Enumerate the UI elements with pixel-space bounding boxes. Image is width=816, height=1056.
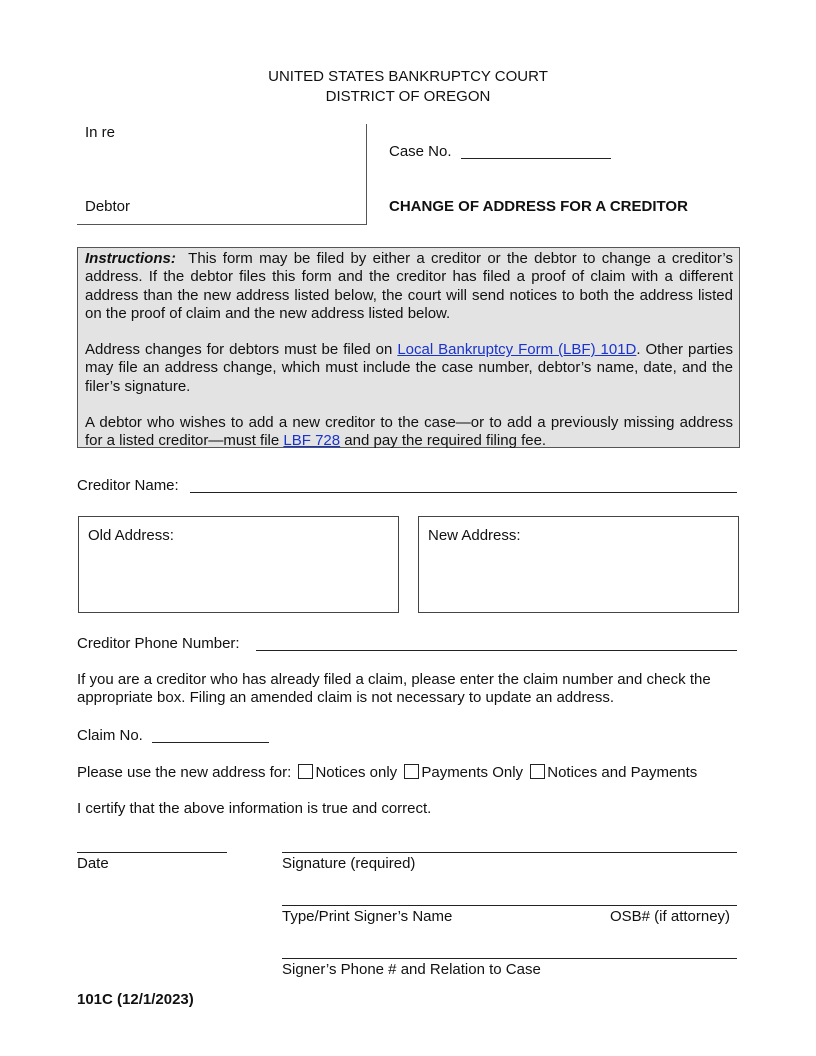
case-no-field[interactable] (461, 158, 611, 159)
osb-label: OSB# (if attorney) (610, 908, 731, 925)
caption-bottom-rule (77, 224, 366, 225)
court-name: UNITED STATES BANKRUPTCY COURT (268, 68, 548, 85)
notices-only-label: Notices only (315, 764, 398, 781)
instructions-para-2: Address changes for debtors must be filed on Local Bankruptcy Form (LBF) 101D. Other parties may file an address change, which must include the case number, debtor’s name, date, and the filer’s signature. (85, 341, 734, 395)
signature-field[interactable] (282, 852, 737, 853)
creditor-name-field[interactable] (190, 492, 737, 493)
district-name: DISTRICT OF OREGON (325, 88, 491, 105)
old-address-label: Old Address: (88, 527, 174, 544)
notices-and-payments-label: Notices and Payments (547, 764, 698, 781)
form-title: CHANGE OF ADDRESS FOR A CREDITOR (389, 198, 688, 215)
date-field[interactable] (77, 852, 227, 853)
signer-phone-relation-field[interactable] (282, 958, 737, 959)
address-use-label: Please use the new address for: (77, 764, 292, 781)
claim-no-field[interactable] (152, 742, 269, 743)
notices-and-payments-checkbox[interactable] (530, 764, 545, 779)
new-address-label: New Address: (428, 527, 521, 544)
creditor-phone-field[interactable] (256, 650, 737, 651)
instructions-para-1: Instructions: This form may be filed by either a creditor or the debtor to change a creditor’s address. If the debtor files this form and the creditor has filed a proof of claim with a different address than the new address listed below, the court will send notices to both the address listed on the proof of claim and the new address listed below. (85, 250, 733, 322)
claim-note: If you are a creditor who has already filed a claim, please enter the claim number and check the appropriate box. Filing an amended claim is not necessary to update an address. (77, 671, 711, 706)
claim-no-label: Claim No. (77, 727, 143, 744)
certification-statement: I certify that the above information is true and correct. (77, 800, 432, 817)
lbf-728-link[interactable]: LBF 728 (283, 432, 341, 450)
signature-label: Signature (required) (282, 855, 416, 872)
address-use-row (77, 764, 697, 781)
date-label: Date (77, 855, 109, 872)
instructions-box (77, 247, 740, 448)
payments-only-label: Payments Only (421, 764, 524, 781)
instructions-para-3: A debtor who wishes to add a new creditor to the case—or to add a previously missing address for a listed creditor—must file LBF 728 and pay the required filing fee. (85, 414, 733, 450)
notices-only-checkbox[interactable] (298, 764, 313, 779)
signer-name-field[interactable] (282, 905, 737, 906)
instructions-lead: Instructions: (85, 250, 176, 267)
case-no-label: Case No. (389, 143, 452, 160)
creditor-name-label: Creditor Name: (77, 477, 179, 494)
old-address-box[interactable] (78, 516, 399, 613)
form-id: 101C (12/1/2023) (77, 991, 194, 1008)
new-address-box[interactable] (418, 516, 739, 613)
creditor-phone-label: Creditor Phone Number: (77, 635, 240, 652)
payments-only-checkbox[interactable] (404, 764, 419, 779)
caption-divider (366, 124, 367, 225)
signer-phone-relation-label: Signer’s Phone # and Relation to Case (282, 961, 541, 978)
signer-name-label: Type/Print Signer’s Name (282, 908, 453, 925)
lbf-101d-link[interactable]: Local Bankruptcy Form (LBF) 101D (397, 341, 637, 359)
in-re-label: In re (85, 124, 116, 141)
debtor-label: Debtor (85, 198, 131, 215)
